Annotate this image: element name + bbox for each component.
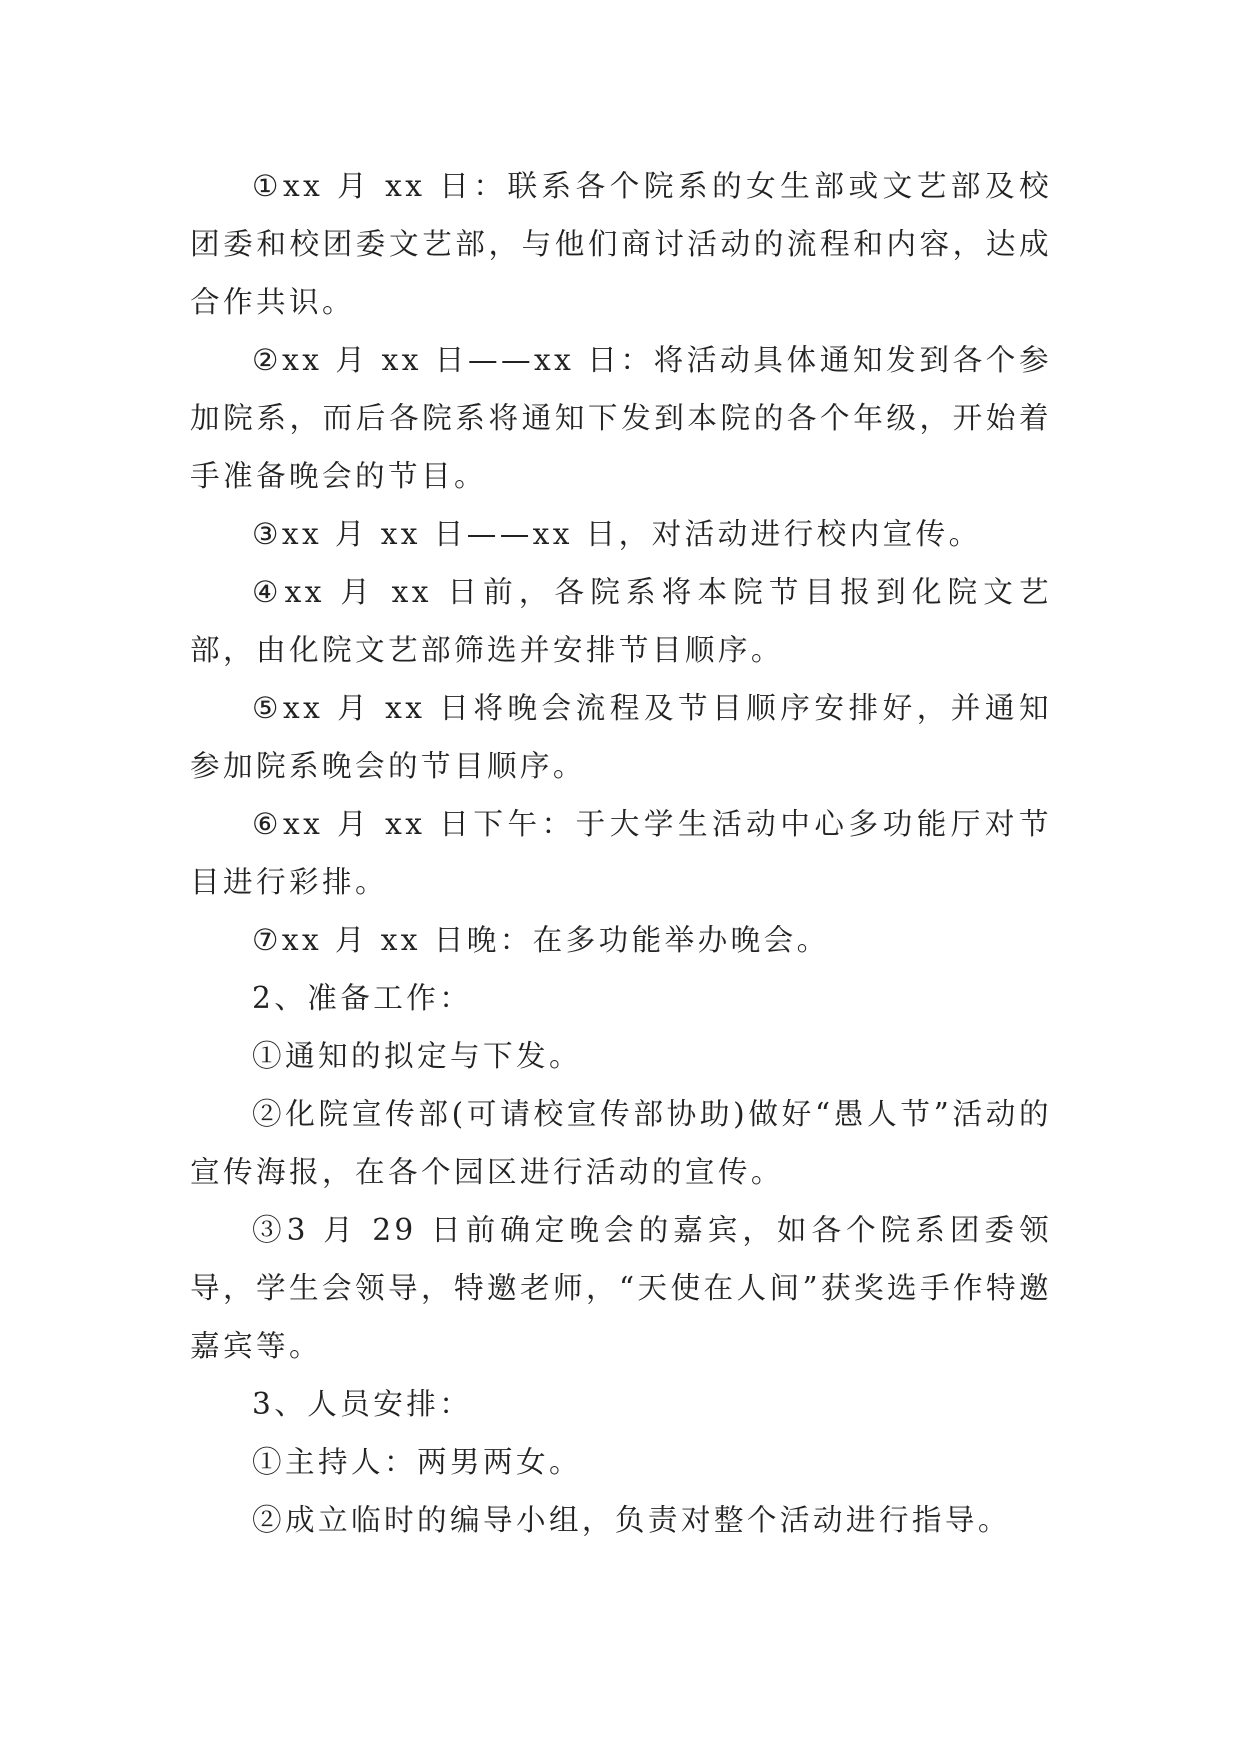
paragraph-schedule-step-5: ⑤xx 月 xx 日将晚会流程及节目顺序安排好，并通知参加院系晚会的节目顺序。 — [190, 691, 1052, 783]
document-body — [190, 157, 1052, 1549]
paragraph-schedule-step-7: ⑦xx 月 xx 日晚：在多功能举办晚会。 — [252, 923, 830, 957]
paragraph-prep-step-2: ②化院宣传部(可请校宣传部协助)做好“愚人节”活动的宣传海报，在各个园区进行活动的宣传。 — [190, 1097, 1052, 1189]
paragraph-schedule-step-4: ④xx 月 xx 日前，各院系将本院节目报到化院文艺部，由化院文艺部筛选并安排节目顺序。 — [190, 575, 1052, 667]
section-heading-preparation: 2、准备工作： — [252, 981, 473, 1015]
paragraph-schedule-step-1: ①xx 月 xx 日：联系各个院系的女生部或文艺部及校团委和校团委文艺部，与他们商讨活动的流程和内容，达成合作共识。 — [190, 169, 1052, 319]
paragraph-schedule-step-2: ②xx 月 xx 日——xx 日：将活动具体通知发到各个参加院系，而后各院系将通知下发到本院的各个年级，开始着手准备晚会的节目。 — [190, 343, 1052, 493]
paragraph-staff-step-2: ②成立临时的编导小组，负责对整个活动进行指导。 — [252, 1503, 1011, 1537]
paragraph-schedule-step-3: ③xx 月 xx 日——xx 日，对活动进行校内宣传。 — [252, 517, 982, 551]
paragraph-prep-step-3: ③3 月 29 日前确定晚会的嘉宾，如各个院系团委领导，学生会领导，特邀老师，“天使在人间”获奖选手作特邀嘉宾等。 — [190, 1213, 1052, 1363]
paragraph-schedule-step-6: ⑥xx 月 xx 日下午：于大学生活动中心多功能厅对节目进行彩排。 — [190, 807, 1052, 899]
paragraph-prep-step-1: ①通知的拟定与下发。 — [252, 1039, 582, 1073]
paragraph-staff-step-1: ①主持人：两男两女。 — [252, 1445, 582, 1479]
section-heading-staffing: 3、人员安排： — [252, 1387, 473, 1421]
